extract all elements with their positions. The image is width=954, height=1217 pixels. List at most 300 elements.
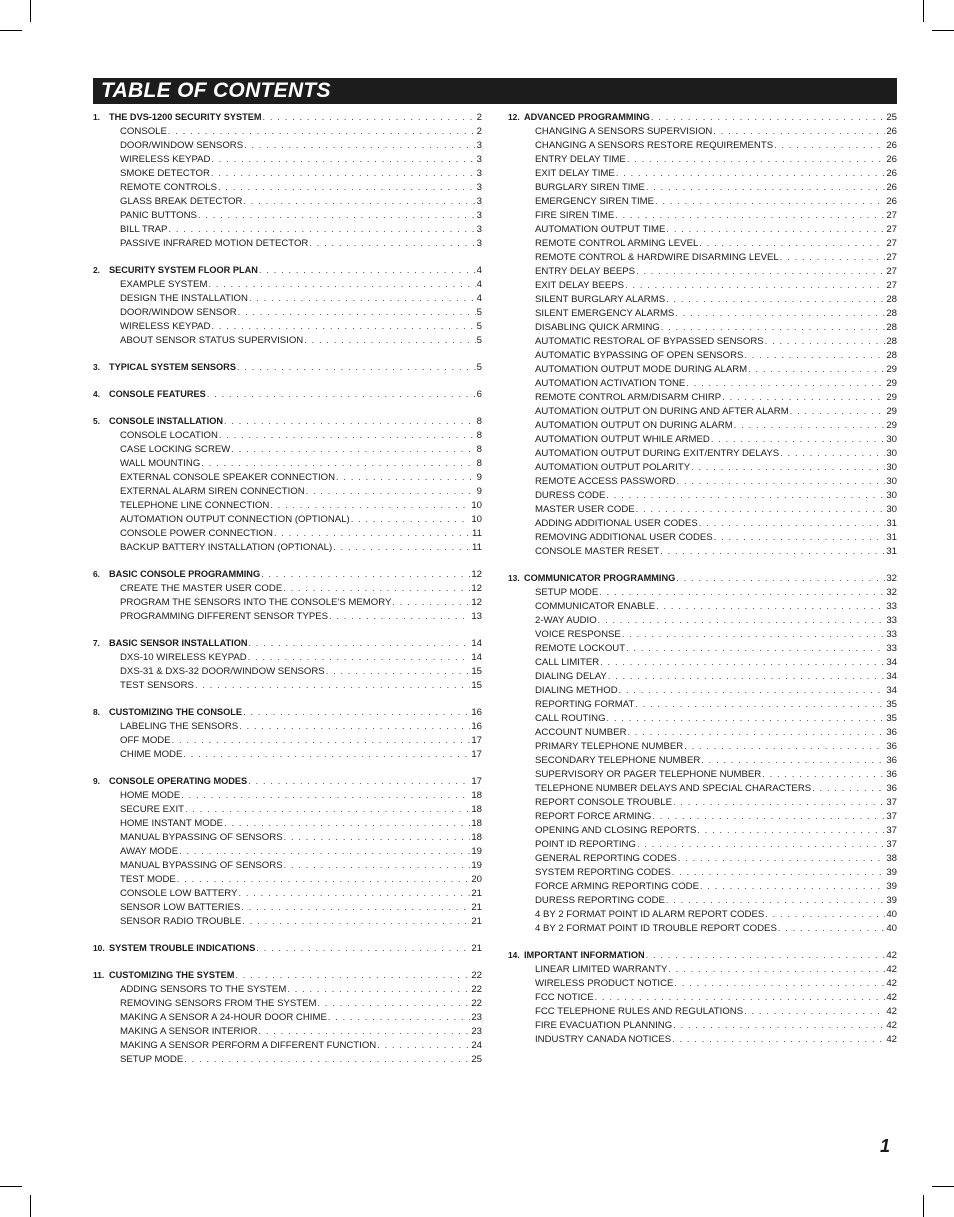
leader-dots bbox=[713, 124, 885, 138]
toc-entry[interactable] bbox=[93, 208, 482, 222]
section-number: 8. bbox=[93, 707, 100, 717]
toc-entry[interactable] bbox=[508, 1004, 897, 1018]
toc-entry[interactable] bbox=[93, 512, 482, 526]
toc-entry[interactable] bbox=[93, 333, 482, 347]
toc-entry[interactable] bbox=[93, 442, 482, 456]
toc-entry[interactable] bbox=[93, 595, 482, 609]
entry-label: EXTERNAL ALARM SIREN CONNECTION bbox=[120, 486, 305, 497]
leader-dots bbox=[326, 664, 471, 678]
leader-dots bbox=[329, 609, 470, 623]
toc-entry[interactable] bbox=[508, 837, 897, 851]
toc-entry[interactable] bbox=[508, 222, 897, 236]
toc-entry[interactable] bbox=[93, 788, 482, 802]
entry-label: DESIGN THE INSTALLATION bbox=[120, 293, 248, 304]
toc-entry[interactable] bbox=[93, 291, 482, 305]
entry-page: 22 bbox=[471, 984, 482, 995]
leader-dots bbox=[318, 996, 471, 1010]
toc-entry[interactable] bbox=[93, 830, 482, 844]
entry-page: 37 bbox=[886, 811, 897, 822]
entry-label: PRIMARY TELEPHONE NUMBER bbox=[535, 741, 684, 752]
entry-page: 42 bbox=[886, 1006, 897, 1017]
section-title: CUSTOMIZING THE SYSTEM bbox=[109, 970, 235, 980]
toc-entry[interactable] bbox=[508, 879, 897, 893]
entry-page: 9 bbox=[476, 472, 482, 483]
toc-entry[interactable] bbox=[508, 166, 897, 180]
toc-entry[interactable] bbox=[93, 914, 482, 928]
toc-entry[interactable] bbox=[508, 544, 897, 558]
leader-dots bbox=[237, 360, 476, 374]
toc-entry[interactable] bbox=[93, 802, 482, 816]
toc-entry[interactable] bbox=[508, 124, 897, 138]
toc-entry[interactable] bbox=[508, 292, 897, 306]
entry-label: 2-WAY AUDIO bbox=[535, 615, 597, 626]
toc-section-heading[interactable] bbox=[508, 571, 897, 585]
section-label bbox=[93, 263, 258, 277]
leader-dots bbox=[636, 502, 886, 516]
entry-page: 29 bbox=[886, 364, 897, 375]
entry-page: 21 bbox=[471, 916, 482, 927]
toc-entry[interactable] bbox=[508, 669, 897, 683]
leader-dots bbox=[699, 516, 886, 530]
entry-label: WIRELESS KEYPAD bbox=[120, 154, 211, 165]
toc-entry[interactable] bbox=[93, 650, 482, 664]
toc-entry[interactable] bbox=[508, 739, 897, 753]
entry-page: 12 bbox=[471, 597, 482, 608]
entry-page: 3 bbox=[476, 182, 482, 193]
toc-section-heading[interactable] bbox=[93, 414, 482, 428]
leader-dots bbox=[172, 733, 471, 747]
section-number: 9. bbox=[93, 776, 100, 786]
toc-entry[interactable] bbox=[508, 641, 897, 655]
entry-page: 27 bbox=[886, 210, 897, 221]
toc-entry[interactable] bbox=[508, 599, 897, 613]
entry-label: REMOTE CONTROL ARM/DISARM CHIRP bbox=[535, 392, 722, 403]
entry-page: 17 bbox=[471, 735, 482, 746]
entry-page: 31 bbox=[886, 532, 897, 543]
toc-entry[interactable] bbox=[93, 236, 482, 250]
entry-label: DISABLING QUICK ARMING bbox=[535, 322, 660, 333]
toc-entry[interactable] bbox=[93, 526, 482, 540]
toc-entry[interactable] bbox=[508, 250, 897, 264]
toc-entry[interactable] bbox=[93, 844, 482, 858]
entry-label: COMMUNICATOR ENABLE bbox=[535, 601, 656, 612]
entry-page: 19 bbox=[471, 846, 482, 857]
crop-mark-bottom-left-h bbox=[0, 1186, 22, 1187]
leader-dots bbox=[765, 334, 886, 348]
entry-label: CHANGING A SENSORS RESTORE REQUIREMENTS bbox=[535, 140, 774, 151]
entry-page: 40 bbox=[886, 923, 897, 934]
entry-page: 26 bbox=[886, 154, 897, 165]
entry-page: 12 bbox=[471, 583, 482, 594]
leader-dots bbox=[231, 442, 475, 456]
crop-mark-top-left-h bbox=[0, 30, 22, 31]
entry-page: 29 bbox=[886, 420, 897, 431]
section-page: 5 bbox=[476, 362, 482, 373]
leader-dots bbox=[306, 484, 476, 498]
leader-dots bbox=[668, 962, 885, 976]
entry-label: FCC TELEPHONE RULES AND REGULATIONS bbox=[535, 1006, 744, 1017]
leader-dots bbox=[711, 432, 885, 446]
toc-section bbox=[508, 948, 897, 1046]
entry-label: LABELING THE SENSORS bbox=[120, 721, 239, 732]
leader-dots bbox=[224, 414, 476, 428]
section-title: CONSOLE OPERATING MODES bbox=[109, 776, 248, 786]
section-page: 42 bbox=[886, 950, 897, 961]
entry-label: CHIME MODE bbox=[120, 749, 183, 760]
leader-dots bbox=[780, 446, 885, 460]
toc-entry[interactable] bbox=[508, 907, 897, 921]
toc-entry[interactable] bbox=[508, 446, 897, 460]
toc-entry[interactable] bbox=[93, 982, 482, 996]
toc-entry[interactable] bbox=[508, 306, 897, 320]
toc-entry[interactable] bbox=[508, 460, 897, 474]
toc-section-heading[interactable] bbox=[508, 948, 897, 962]
toc-entry[interactable] bbox=[508, 516, 897, 530]
toc-entry[interactable] bbox=[93, 166, 482, 180]
toc-entry[interactable] bbox=[93, 222, 482, 236]
section-number: 14. bbox=[508, 950, 520, 960]
leader-dots bbox=[608, 669, 886, 683]
toc-section-heading[interactable] bbox=[508, 110, 897, 124]
toc-entry[interactable] bbox=[93, 609, 482, 623]
toc-entry[interactable] bbox=[508, 921, 897, 935]
toc-entry[interactable] bbox=[508, 655, 897, 669]
entry-label: HOME MODE bbox=[120, 790, 181, 801]
toc-entry[interactable] bbox=[508, 264, 897, 278]
leader-dots bbox=[207, 387, 476, 401]
entry-page: 40 bbox=[886, 909, 897, 920]
entry-page: 22 bbox=[471, 998, 482, 1009]
section-number: 4. bbox=[93, 389, 100, 399]
toc-entry[interactable] bbox=[508, 432, 897, 446]
entry-page: 28 bbox=[886, 322, 897, 333]
toc-section-heading[interactable] bbox=[93, 387, 482, 401]
toc-entry[interactable] bbox=[93, 319, 482, 333]
entry-label: REPORT FORCE ARMING bbox=[535, 811, 652, 822]
toc-entry[interactable] bbox=[508, 962, 897, 976]
toc-entry[interactable] bbox=[508, 809, 897, 823]
toc-entry[interactable] bbox=[93, 996, 482, 1010]
entry-page: 33 bbox=[886, 615, 897, 626]
entry-page: 37 bbox=[886, 825, 897, 836]
section-number: 6. bbox=[93, 569, 100, 579]
entry-label: CONSOLE MASTER RESET bbox=[535, 546, 660, 557]
entry-page: 8 bbox=[476, 444, 482, 455]
entry-label: MASTER USER CODE bbox=[535, 504, 635, 515]
leader-dots bbox=[660, 544, 885, 558]
entry-page: 42 bbox=[886, 992, 897, 1003]
toc-entry[interactable] bbox=[508, 474, 897, 488]
leader-dots bbox=[651, 110, 885, 124]
toc-entry[interactable] bbox=[93, 194, 482, 208]
section-label bbox=[93, 360, 236, 374]
toc-entry[interactable] bbox=[93, 428, 482, 442]
toc-entry[interactable] bbox=[508, 781, 897, 795]
entry-page: 26 bbox=[886, 182, 897, 193]
leader-dots bbox=[672, 865, 886, 879]
toc-entry[interactable] bbox=[508, 697, 897, 711]
toc-entry[interactable] bbox=[93, 124, 482, 138]
entry-page: 35 bbox=[886, 713, 897, 724]
entry-label: FIRE SIREN TIME bbox=[535, 210, 615, 221]
leader-dots bbox=[283, 581, 470, 595]
toc-section-heading[interactable] bbox=[93, 360, 482, 374]
toc-entry[interactable] bbox=[508, 208, 897, 222]
toc-section-heading[interactable] bbox=[93, 968, 482, 982]
entry-label: PANIC BUTTONS bbox=[120, 210, 197, 221]
toc-entry[interactable] bbox=[93, 858, 482, 872]
toc-entry[interactable] bbox=[93, 1024, 482, 1038]
entry-page: 36 bbox=[886, 769, 897, 780]
entry-label: FORCE ARMING REPORTING CODE bbox=[535, 881, 699, 892]
leader-dots bbox=[678, 851, 886, 865]
leader-dots bbox=[256, 941, 470, 955]
toc-entry[interactable] bbox=[508, 530, 897, 544]
toc-entry[interactable] bbox=[508, 627, 897, 641]
section-label bbox=[93, 110, 262, 124]
entry-page: 3 bbox=[476, 140, 482, 151]
entry-page: 28 bbox=[886, 294, 897, 305]
toc-entry[interactable] bbox=[508, 152, 897, 166]
toc-entry[interactable] bbox=[93, 733, 482, 747]
toc-entry[interactable] bbox=[93, 1052, 482, 1066]
entry-label: AUTOMATIC BYPASSING OF OPEN SENSORS bbox=[535, 350, 744, 361]
toc-entry[interactable] bbox=[508, 376, 897, 390]
toc-section-heading[interactable] bbox=[93, 567, 482, 581]
toc-entry[interactable] bbox=[508, 502, 897, 516]
toc-entry[interactable] bbox=[93, 540, 482, 554]
entry-label: DOOR/WINDOW SENSORS bbox=[120, 140, 244, 151]
leader-dots bbox=[762, 767, 885, 781]
entry-page: 28 bbox=[886, 336, 897, 347]
entry-label: SECURE EXIT bbox=[120, 804, 184, 815]
toc-entry[interactable] bbox=[93, 900, 482, 914]
leader-dots bbox=[179, 844, 470, 858]
crop-mark-bottom-right-v bbox=[923, 1195, 924, 1217]
toc-section-heading[interactable] bbox=[93, 941, 482, 955]
entry-label: REMOTE CONTROL ARMING LEVEL bbox=[535, 238, 699, 249]
toc-entry[interactable] bbox=[508, 767, 897, 781]
toc-entry[interactable] bbox=[508, 1018, 897, 1032]
leader-dots bbox=[699, 236, 885, 250]
toc-entry[interactable] bbox=[508, 348, 897, 362]
toc-entry[interactable] bbox=[508, 683, 897, 697]
section-label bbox=[93, 567, 260, 581]
section-page: 21 bbox=[471, 943, 482, 954]
entry-page: 35 bbox=[886, 699, 897, 710]
leader-dots bbox=[790, 404, 886, 418]
toc-section bbox=[93, 360, 482, 374]
leader-dots bbox=[598, 613, 886, 627]
section-page: 16 bbox=[471, 707, 482, 718]
toc-entry[interactable] bbox=[93, 747, 482, 761]
toc-section-heading[interactable] bbox=[93, 636, 482, 650]
toc-entry[interactable] bbox=[508, 711, 897, 725]
leader-dots bbox=[270, 498, 470, 512]
leader-dots bbox=[243, 194, 475, 208]
toc-entry[interactable] bbox=[93, 180, 482, 194]
section-label bbox=[93, 636, 248, 650]
toc-entry[interactable] bbox=[508, 725, 897, 739]
toc-entry[interactable] bbox=[93, 1038, 482, 1052]
toc-entry[interactable] bbox=[508, 194, 897, 208]
toc-entry[interactable] bbox=[508, 865, 897, 879]
toc-right-column bbox=[508, 110, 897, 1059]
toc-entry[interactable] bbox=[93, 152, 482, 166]
toc-entry[interactable] bbox=[93, 581, 482, 595]
entry-page: 10 bbox=[471, 514, 482, 525]
section-number: 12. bbox=[508, 112, 520, 122]
section-title: SECURITY SYSTEM FLOOR PLAN bbox=[109, 265, 258, 275]
leader-dots bbox=[674, 976, 885, 990]
toc-section-heading[interactable] bbox=[93, 774, 482, 788]
toc-section bbox=[93, 387, 482, 401]
leader-dots bbox=[218, 180, 476, 194]
section-label bbox=[93, 705, 242, 719]
entry-page: 11 bbox=[472, 528, 482, 539]
entry-label: DIALING DELAY bbox=[535, 671, 607, 682]
toc-entry[interactable] bbox=[93, 664, 482, 678]
toc-entry[interactable] bbox=[508, 1032, 897, 1046]
entry-label: WIRELESS KEYPAD bbox=[120, 321, 211, 332]
entry-label: SENSOR LOW BATTERIES bbox=[120, 902, 241, 913]
entry-page: 30 bbox=[886, 462, 897, 473]
entry-page: 3 bbox=[476, 168, 482, 179]
toc-section-heading[interactable] bbox=[93, 705, 482, 719]
toc-entry[interactable] bbox=[93, 719, 482, 733]
toc-entry[interactable] bbox=[508, 390, 897, 404]
toc-entry[interactable] bbox=[93, 816, 482, 830]
entry-label: MAKING A SENSOR PERFORM A DIFFERENT FUNCTION bbox=[120, 1040, 377, 1051]
entry-label: BILL TRAP bbox=[120, 224, 168, 235]
entry-page: 33 bbox=[886, 629, 897, 640]
entry-page: 25 bbox=[471, 1054, 482, 1065]
toc-entry[interactable] bbox=[508, 180, 897, 194]
leader-dots bbox=[211, 166, 476, 180]
section-title: TYPICAL SYSTEM SENSORS bbox=[109, 362, 236, 372]
toc-entry[interactable] bbox=[508, 976, 897, 990]
toc-entry[interactable] bbox=[93, 498, 482, 512]
leader-dots bbox=[595, 990, 886, 1004]
toc-entry[interactable] bbox=[508, 138, 897, 152]
entry-label: WALL MOUNTING bbox=[120, 458, 201, 469]
toc-entry[interactable] bbox=[508, 236, 897, 250]
entry-label: AUTOMATION ACTIVATION TONE bbox=[535, 378, 686, 389]
leader-dots bbox=[304, 333, 475, 347]
toc-entry[interactable] bbox=[93, 872, 482, 886]
leader-dots bbox=[599, 585, 885, 599]
leader-dots bbox=[666, 292, 885, 306]
leader-dots bbox=[263, 110, 476, 124]
toc-entry[interactable] bbox=[508, 362, 897, 376]
entry-label: REMOVING SENSORS FROM THE SYSTEM bbox=[120, 998, 317, 1009]
toc-entry[interactable] bbox=[93, 678, 482, 692]
leader-dots bbox=[774, 138, 885, 152]
leader-dots bbox=[744, 348, 885, 362]
entry-page: 34 bbox=[886, 671, 897, 682]
toc-entry[interactable] bbox=[508, 893, 897, 907]
entry-label: REMOTE CONTROLS bbox=[120, 182, 218, 193]
toc-section-heading[interactable] bbox=[93, 110, 482, 124]
entry-page: 27 bbox=[886, 252, 897, 263]
entry-label: CONSOLE LOW BATTERY bbox=[120, 888, 238, 899]
toc-entry[interactable] bbox=[508, 851, 897, 865]
toc-section bbox=[93, 941, 482, 955]
entry-label: SILENT BURGLARY ALARMS bbox=[535, 294, 666, 305]
leader-dots bbox=[616, 166, 886, 180]
toc-section bbox=[93, 110, 482, 250]
leader-dots bbox=[183, 747, 470, 761]
toc-section bbox=[93, 263, 482, 347]
toc-entry[interactable] bbox=[93, 1010, 482, 1024]
toc-entry[interactable] bbox=[508, 990, 897, 1004]
section-title: BASIC CONSOLE PROGRAMMING bbox=[109, 569, 261, 579]
toc-entry[interactable] bbox=[93, 277, 482, 291]
leader-dots bbox=[243, 705, 470, 719]
entry-label: SILENT EMERGENCY ALARMS bbox=[535, 308, 675, 319]
leader-dots bbox=[211, 152, 475, 166]
toc-entry[interactable] bbox=[508, 585, 897, 599]
toc-entry[interactable] bbox=[93, 484, 482, 498]
toc-entry[interactable] bbox=[93, 305, 482, 319]
entry-page: 24 bbox=[471, 1040, 482, 1051]
entry-page: 5 bbox=[476, 307, 482, 318]
toc-entry[interactable] bbox=[508, 334, 897, 348]
toc-entry[interactable] bbox=[93, 456, 482, 470]
entry-label: CONSOLE bbox=[120, 126, 167, 137]
entry-page: 30 bbox=[886, 476, 897, 487]
section-number: 11. bbox=[93, 970, 105, 980]
entry-page: 29 bbox=[886, 406, 897, 417]
toc-entry[interactable] bbox=[508, 404, 897, 418]
toc-entry[interactable] bbox=[508, 278, 897, 292]
leader-dots bbox=[625, 278, 885, 292]
leader-dots bbox=[181, 788, 470, 802]
toc-entry[interactable] bbox=[93, 138, 482, 152]
section-number: 3. bbox=[93, 362, 100, 372]
toc-entry[interactable] bbox=[93, 886, 482, 900]
toc-entry[interactable] bbox=[508, 613, 897, 627]
leader-dots bbox=[259, 1024, 471, 1038]
section-label bbox=[508, 948, 645, 962]
toc-entry[interactable] bbox=[508, 418, 897, 432]
toc-entry[interactable] bbox=[508, 488, 897, 502]
entry-page: 34 bbox=[886, 657, 897, 668]
toc-entry[interactable] bbox=[93, 470, 482, 484]
entry-page: 36 bbox=[886, 727, 897, 738]
entry-page: 8 bbox=[476, 430, 482, 441]
toc-entry[interactable] bbox=[508, 795, 897, 809]
toc-entry[interactable] bbox=[508, 320, 897, 334]
leader-dots bbox=[656, 599, 885, 613]
entry-label: CHANGING A SENSORS SUPERVISION bbox=[535, 126, 713, 137]
entry-label: EMERGENCY SIREN TIME bbox=[535, 196, 655, 207]
toc-section bbox=[93, 636, 482, 692]
crop-mark-top-right-v bbox=[923, 0, 924, 22]
entry-label: AUTOMATION OUTPUT POLARITY bbox=[535, 462, 691, 473]
toc-section-heading[interactable] bbox=[93, 263, 482, 277]
leader-dots bbox=[284, 830, 471, 844]
entry-label: DXS-10 WIRELESS KEYPAD bbox=[120, 652, 247, 663]
leader-dots bbox=[198, 208, 476, 222]
toc-entry[interactable] bbox=[508, 823, 897, 837]
entry-label: GENERAL REPORTING CODES bbox=[535, 853, 677, 864]
entry-page: 32 bbox=[886, 587, 897, 598]
toc-entry[interactable] bbox=[508, 753, 897, 767]
entry-page: 42 bbox=[886, 964, 897, 975]
section-page: 14 bbox=[471, 638, 482, 649]
leader-dots bbox=[676, 571, 885, 585]
